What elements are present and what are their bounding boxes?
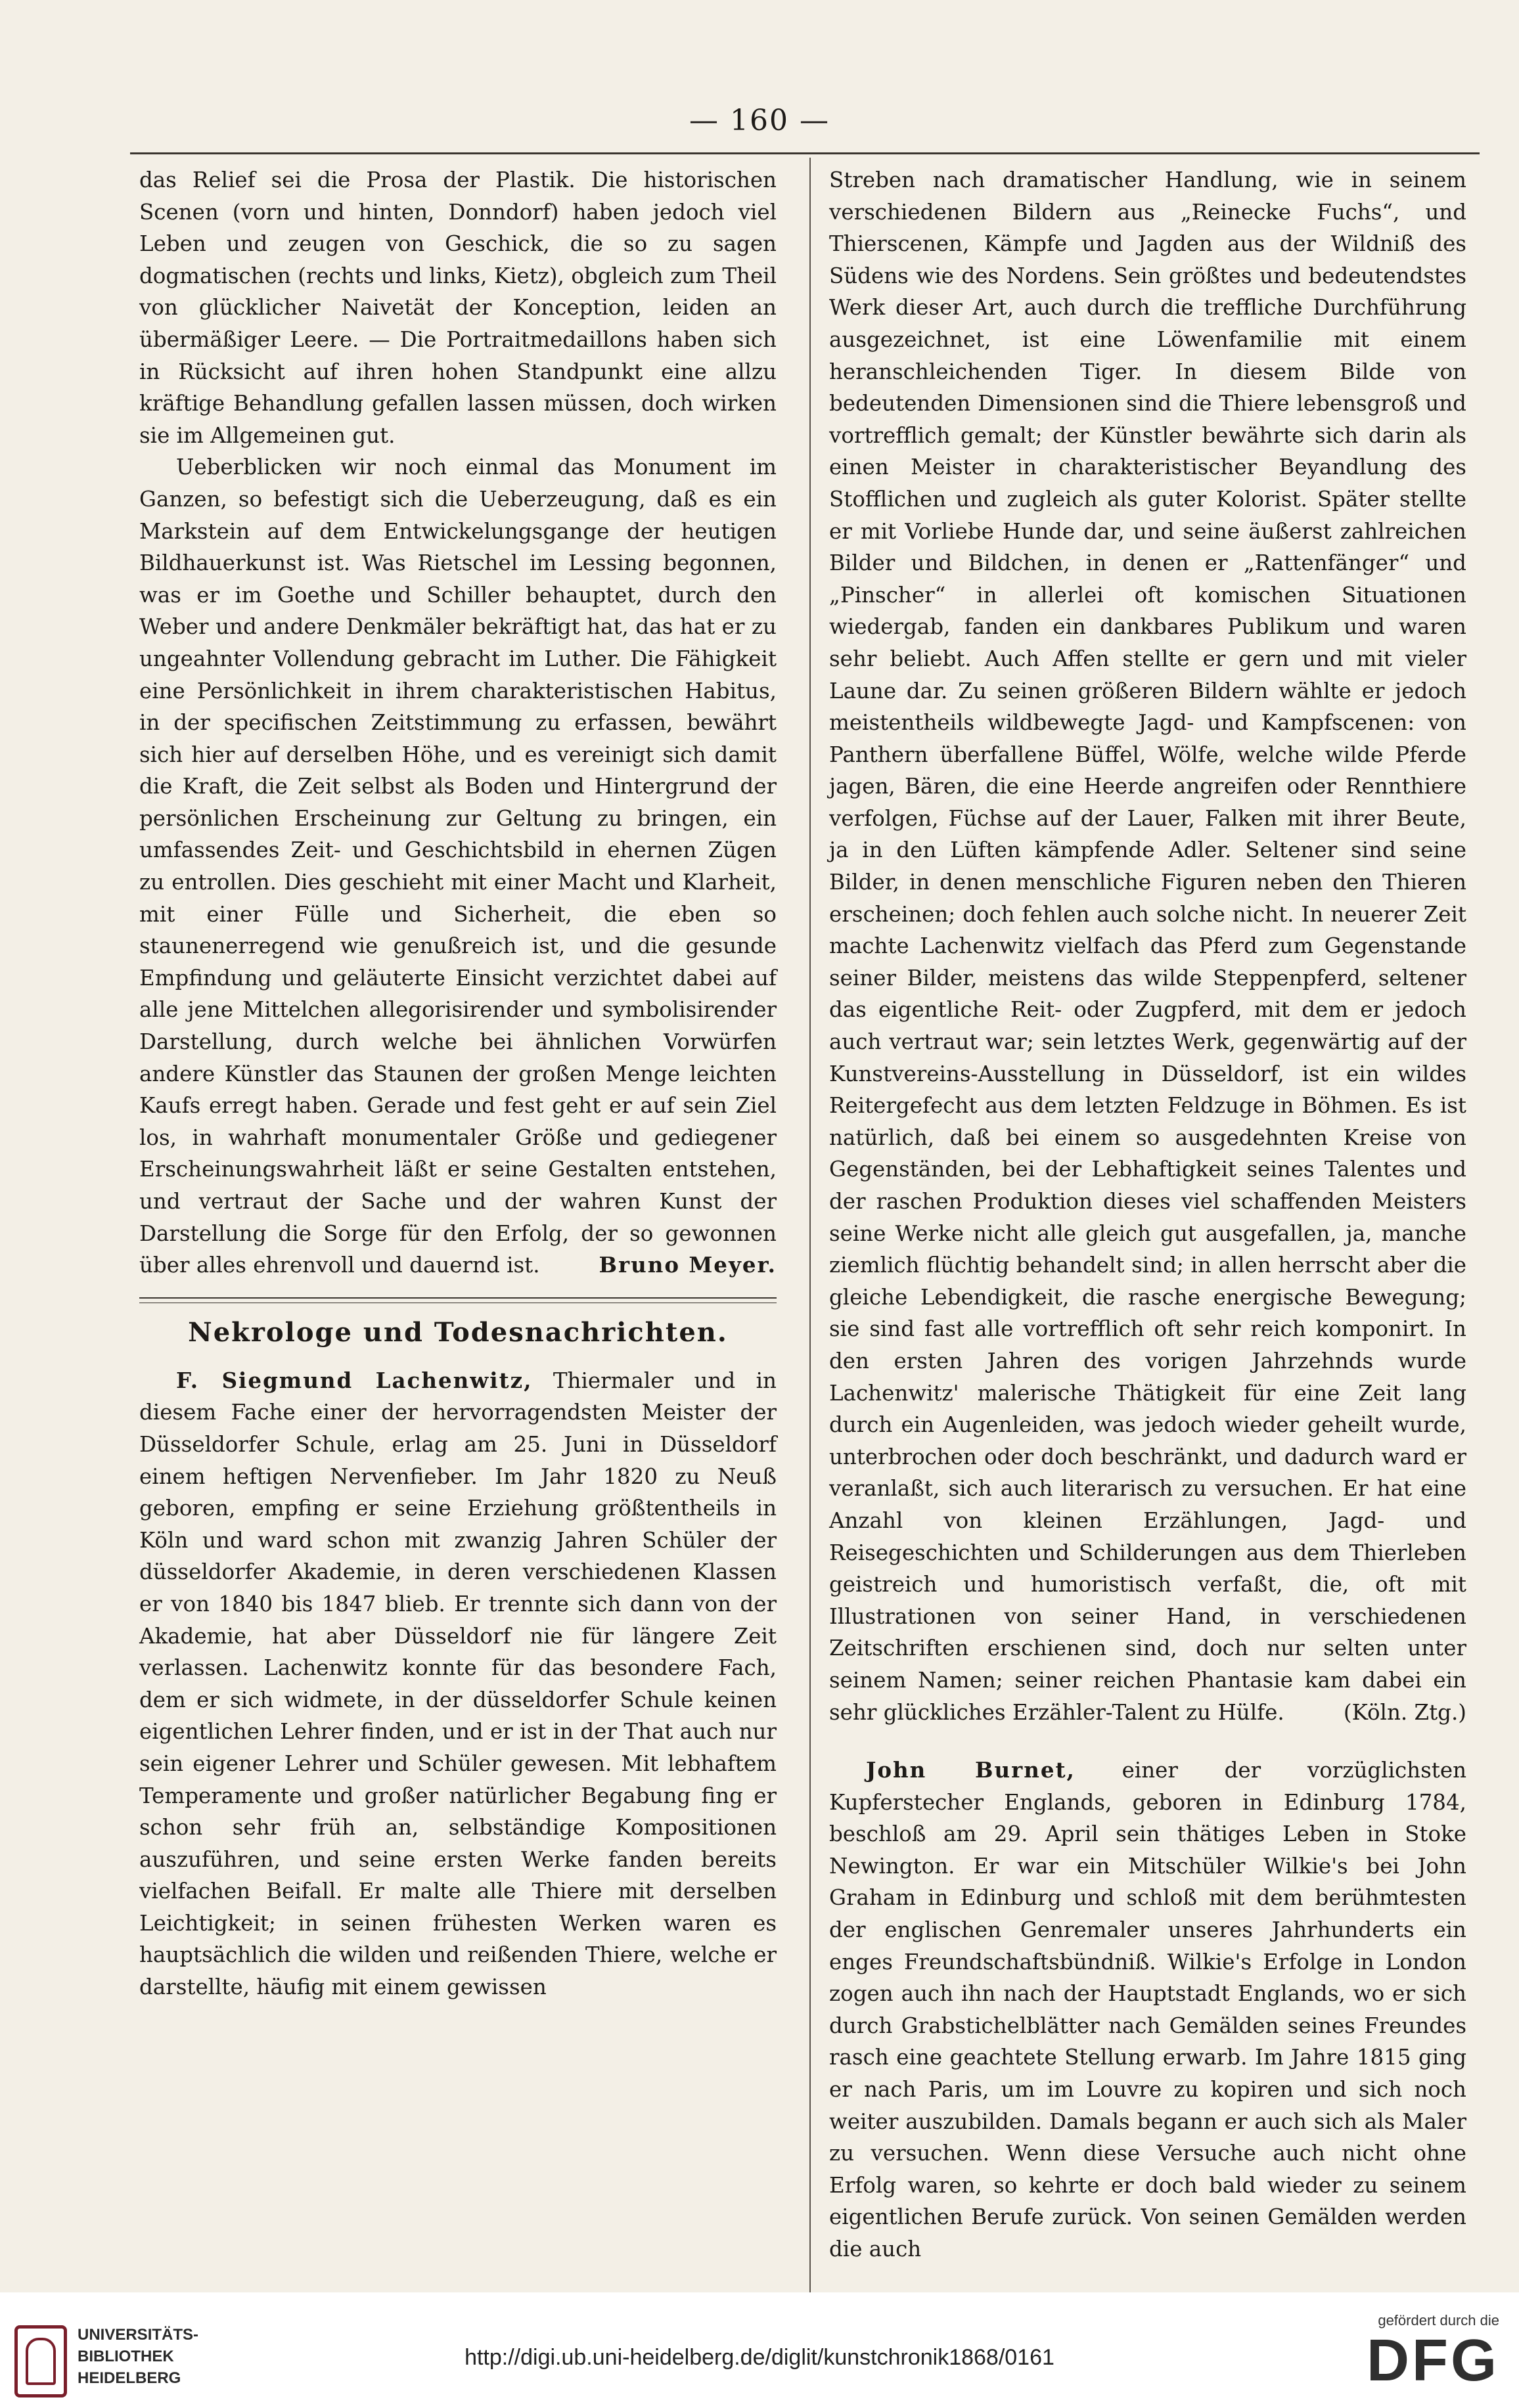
obituary-burnet: [829, 1754, 1466, 2265]
paragraph-lachenwitz-continued: [829, 164, 1466, 1728]
obituary-name-lachenwitz: F. Siegmund Lachenwitz,: [176, 1367, 533, 1393]
paragraph-relief: das Relief sei die Prosa der Plastik. Die historischen Scenen (vorn und hinten, Donndorf) haben jedoch viel Leben und zeugen von Geschick, die so zu sagen dogmatischen (rechts und links, Kietz), obgleich zum Theil von glücklicher Naivetät der Konception, leiden an übermäßiger Leere. — Die Portraitmedaillons haben sich in Rücksicht auf ihren hohen Standpunkt eine allzu kräftige Behandlung gefallen lassen müssen, doch wirken sie im Allgemeinen gut.: [139, 167, 777, 448]
column-divider: [809, 158, 811, 2292]
obituary-lachenwitz: [139, 1365, 777, 2003]
library-name-line-2: BIBLIOTHEK: [78, 2348, 174, 2365]
header-rule: [130, 152, 1480, 154]
library-name-line-3: HEIDELBERG: [78, 2369, 181, 2387]
source-url[interactable]: http://digi.ub.uni-heidelberg.de/diglit/kunstchronik1868/0161: [465, 2345, 1054, 2370]
page-number: — 160 —: [689, 104, 830, 137]
section-heading: Nekrologe und Todesnachrichten.: [188, 1316, 728, 1348]
footer-bar: [0, 2292, 1519, 2408]
paragraph-lachenwitz-continued-text: Streben nach dramatischer Handlung, wie in seinem verschiedenen Bildern aus „Reinecke Fuchs“, und Thierscenen, Kämpfe und Jagden aus der Wildniß des Südens wie des Nordens. Sein größtes und bedeutendstes Werk dieser Art, auch durch die treffliche Durchführung ausgezeichnet, ist eine Löwenfamilie mit einem heranschleichenden Tiger. In diesem Bilde von bedeutenden Dimensionen sind die Thiere lebensgroß und vortrefflich gemalt; der Künstler bewährte sich darin als einen Meister in charakteristischer Beyandlung des Stofflichen und zugleich als guter Kolorist. Später stellte er mit Vorliebe Hunde dar, und seine äußerst zahlreichen Bilder und Bildchen, in denen er „Rattenfänger“ und „Pinscher“ in allerlei oft komischen Situationen wiedergab, fanden ein dankbares Publikum und waren sehr beliebt. Auch Affen stellte er gern und mit vieler Laune dar. Zu seinen größeren Bildern wählte er jedoch meistentheils wildbewegte Jagd- und Kampfscenen: von Panthern überfallene Büffel, Wölfe, welche wilde Pferde jagen, Bären, die eine Heerde angreifen oder Rennthiere verfolgen, Füchse auf der Lauer, Falken mit ihrer Beute, ja in den Lüften kämpfende Adler. Seltener sind seine Bilder, in denen menschliche Figuren neben den Thieren erscheinen; doch fehlen auch solche nicht. In neuerer Zeit machte Lachenwitz vielfach das Pferd zum Gegenstande seiner Bilder, meistens das wilde Steppenpferd, seltener das eigentliche Reit- oder Zugpferd, mit dem er jedoch auch vertraut war; sein letztes Werk, gegenwärtig auf der Kunstvereins-Ausstellung in Düsseldorf, ist ein wildes Reitergefecht aus dem letzten Feldzuge in Böhmen. Es ist natürlich, daß bei einem so ausgedehnten Kreise von Gegenständen, bei der Lebhaftigkeit seines Talentes und der raschen Produktion dieses viel schaffenden Meisters seine Werke nicht alle gleich gut ausgefallen, ja, manche ziemlich flüchtig behandelt sind; in allen herrscht aber die gleiche Lebendigkeit, die rasche energische Bewegung; sie sind fast alle vortrefflich oft sehr reich komponirt. In den ersten Jahren des vorigen Jahrzehnds wurde Lachenwitz' malerische Thätigkeit für eine Zeit lang durch ein Augenleiden, was jedoch wieder geheilt wurde, unterbrochen oder doch beschränkt, und dadurch ward er veranlaßt, sich auch literarisch zu versuchen. Er hat eine Anzahl von kleinen Erzählungen, Jagd- und Reisegeschichten und Schilderungen aus dem Thierleben geistreich und humoristisch verfaßt, die, oft mit Illustrationen von seiner Hand, in verschiedenen Zeitschriften erschienen sind, doch nur selten unter seinem Namen; seiner reichen Phantasie kam dabei ein sehr glückliches Erzähler-Talent zu Hülfe.: [829, 167, 1466, 1725]
left-column: [139, 164, 777, 2003]
author-signature: Bruno Meyer.: [599, 1252, 777, 1278]
section-rule-top: [139, 1297, 777, 1299]
funding-text: gefördert durch die: [1378, 2312, 1499, 2329]
funder-logo: [1342, 2312, 1499, 2404]
source-note: (Köln. Ztg.): [1343, 1699, 1466, 1725]
obituary-text-lachenwitz: Thiermaler und in diesem Fache einer der hervorragendsten Meister der Düsseldorfer Schule, erlag am 25. Juni in Düsseldorf einem heftigen Nervenfieber. Im Jahr 1820 zu Neuß geboren, empfing er seine Erziehung größtentheils in Köln und ward schon mit zwanzig Jahren Schüler der düsseldorfer Akademie, in deren verschiedenen Klassen er von 1840 bis 1847 blieb. Er trennte sich dann von der Akademie, hat aber Düsseldorf nie für längere Zeit verlassen. Lachenwitz konnte für das besondere Fach, dem er sich widmete, in der düsseldorfer Schule keinen eigentlichen Lehrer finden, und er ist in der That auch nur sein eigener Lehrer und Schüler gewesen. Mit lebhaftem Temperamente und großer natürlicher Begabung fing er schon sehr früh an, selbständige Kompositionen auszuführen, und seine ersten Werke fanden bereits vielfachen Beifall. Er malte alle Thiere mit derselben Leichtigkeit; in seinen frühesten Werken waren es hauptsächlich die wilden und reißenden Thiere, welche er darstellte, häufig mit einem gewissen: [139, 1368, 777, 2000]
right-column: [829, 164, 1466, 2265]
obituary-text-burnet: einer der vorzüglichsten Kupferstecher Englands, geboren in Edinburg 1784, beschloß am 29. April sein thätiges Leben in Stoke Newington. Er war ein Mitschüler Wilkie's bei John Graham in Edinburg und schloß mit dem berühmtesten der englischen Genremaler unseres Jahrhunderts ein enges Freundschaftsbündniß. Wilkie's Erfolge in London zogen auch ihn nach der Hauptstadt Englands, wo er sich durch Grabstichelblätter nach Gemälden seines Freundes rasch eine geachtete Stellung erwarb. Im Jahre 1815 ging er nach Paris, um im Louvre zu kopiren und sich noch weiter auszubilden. Damals begann er auch sich als Maler zu versuchen. Wenn diese Versuche auch nicht ohne Erfolg waren, so kehrte er doch bald wieder zu seinem eigentlichen Berufe zurück. Von seinen Gemälden werden die auch: [829, 1758, 1466, 2262]
paragraph-monument-text: Ueberblicken wir noch einmal das Monument im Ganzen, so befestigt sich die Ueberzeugung, daß es ein Markstein auf dem Entwickelungsgange der heutigen Bildhauerkunst ist. Was Rietschel im Lessing begonnen, was er im Goethe und Schiller behauptet, durch den Weber und andere Denkmäler bekräftigt hat, das hat er zu ungeahnter Vollendung gebracht im Luther. Die Fähigkeit eine Persönlichkeit in ihrem charakteristischen Habitus, in der specifischen Zeitstimmung zu erfassen, bewährt sich hier auf derselben Höhe, und es vereinigt sich damit die Kraft, die Zeit selbst als Boden und Hintergrund der persönlichen Erscheinung zur Geltung zu bringen, ein umfassendes Zeit- und Geschichtsbild in ehernen Zügen zu entrollen. Dies geschieht mit einer Macht und Klarheit, mit einer Fülle und Sicherheit, die eben so staunenerregend wie genußreich ist, und die gesunde Empfindung und geläuterte Einsicht verzichtet dabei auf alle jene Mittelchen allegorisirender und symbolisirender Darstellung, durch welche bei ähnlichen Vorwürfen andere Künstler das Staunen der großen Menge leichten Kaufs erregt haben. Gerade und fest geht er auf sein Ziel los, in wahrhaft monumentaler Größe und gediegener Erscheinungswahrheit läßt er seine Gestalten entstehen, und vertraut der Sache und der wahren Kunst der Darstellung die Sorge für den Erfolg, der so gewonnen über alles ehrenvoll und dauernd ist.: [139, 455, 777, 1278]
library-name-line-1: UNIVERSITÄTS-: [78, 2326, 199, 2344]
paragraph-monument: [139, 451, 777, 1281]
obituary-name-burnet: John Burnet,: [866, 1757, 1076, 1783]
dfg-logo-icon: DFG: [1367, 2328, 1499, 2394]
